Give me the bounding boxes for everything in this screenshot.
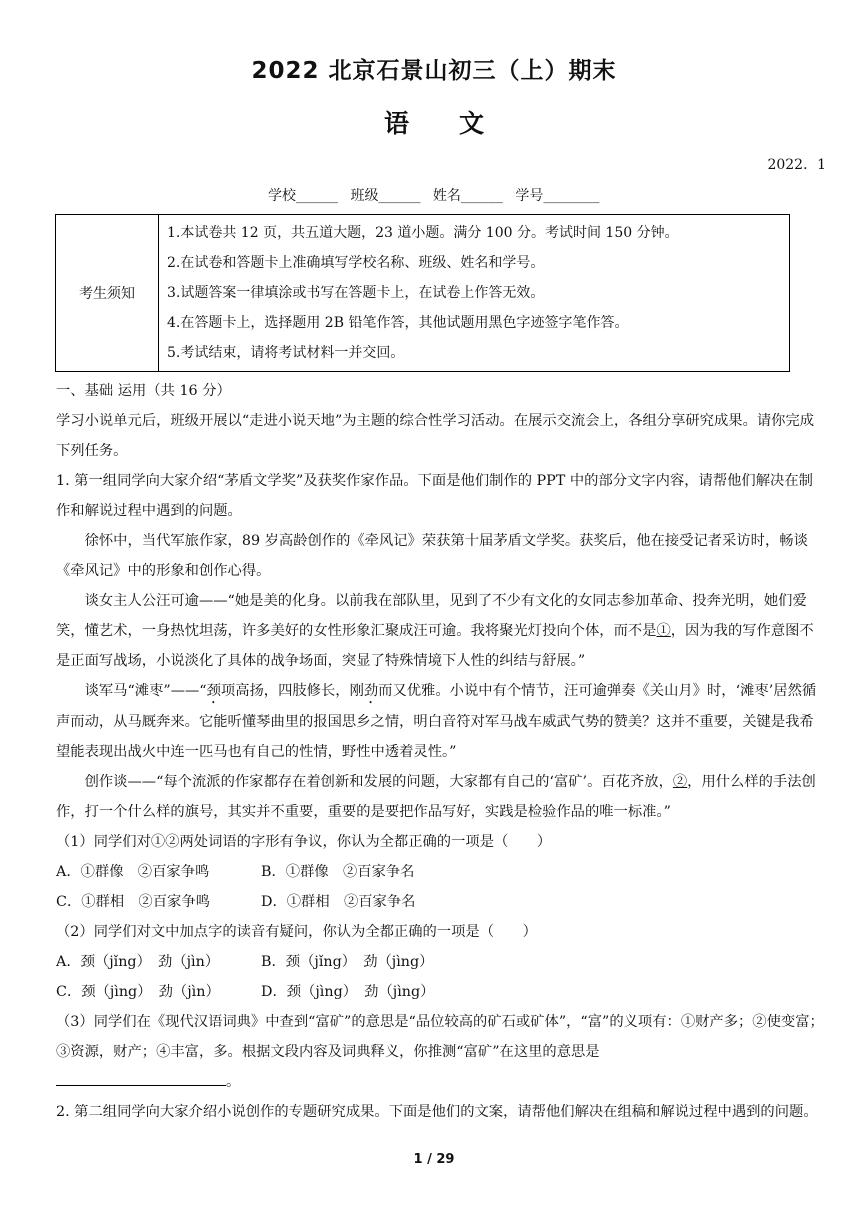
name-field[interactable]: 姓名______ bbox=[432, 188, 503, 204]
notice-item: 2.在试卷和答题卡上准确填写学校名称、班级、姓名和学号。 bbox=[167, 255, 545, 271]
notice-item: 5.考试结束，请将考试材料一并交回。 bbox=[167, 345, 405, 361]
passage-text: ，因为我的写作意图不是正面写战场，小说淡化了具体的战争场面，突显了特殊情境下人性的纠结与舒展。” bbox=[56, 623, 814, 669]
exam-date: 2022．1 bbox=[767, 157, 826, 173]
exam-notice-table bbox=[55, 214, 790, 372]
notice-item: 4.在答题卡上，选择题用 2B 铅笔作答，其他试题用黑色字迹签字笔作答。 bbox=[167, 315, 629, 331]
passage-paragraph-3 bbox=[56, 676, 824, 767]
dotted-char-2: 劲 bbox=[363, 683, 379, 699]
passage-text: 谈女主人公汪可逾——“她是美的化身。以前我在部队里，见到了不少有文化的女同志参加革命、投奔光明，她们爱笑，懂艺术，一身热忱坦荡，许多美好的女性形象汇聚成汪可逾。我将聚光灯投向个体，而不是 bbox=[56, 593, 807, 639]
option-a[interactable]: A．①群像 ②百家争鸣 bbox=[56, 864, 210, 880]
exam-content bbox=[56, 376, 824, 1127]
class-field[interactable]: 班级______ bbox=[350, 188, 421, 204]
passage-text: 项高扬，四肢修长，刚 bbox=[220, 683, 364, 699]
blank-1: ① bbox=[656, 623, 671, 639]
option-b[interactable]: B．①群像 ②百家争名 bbox=[261, 864, 415, 880]
passage-paragraph-1: 徐怀中，当代军旅作家，89 岁高龄创作的《牵风记》荣获第十届茅盾文学奖。获奖后，他在接受记者采访时，畅谈《牵风记》中的形象和创作心得。 bbox=[56, 533, 808, 579]
passage-paragraph-2 bbox=[56, 586, 824, 676]
sub-question-1: （1）同学们对①②两处词语的字形有争议，你认为全都正确的一项是（ ） bbox=[56, 834, 552, 850]
student-info-fields bbox=[268, 185, 607, 205]
passage-text: 而又优雅。小说中有个情节，汪可逾弹奏《关山月》时，‘滩枣’居然循声而动，从马厩奔来。它能听懂琴曲里的报国思乡之情，明白音符对军马战车威武气势的赞美？这并不重要，关键是我希望能表现出战火中连一匹马也有自己的性情，野性中透着灵性。” bbox=[56, 683, 817, 760]
passage-paragraph-4 bbox=[56, 767, 824, 827]
passage-text: 创作谈——“每个流派的作家都存在着创新和发展的问题，大家都有自己的‘富矿’。百花齐放， bbox=[84, 774, 673, 790]
option-c[interactable]: C．颈（jìng） 劲（jìn） bbox=[56, 984, 220, 1000]
option-b[interactable]: B．颈（jǐng） 劲（jìng） bbox=[261, 954, 434, 970]
passage-text: 谈军马“滩枣”——“ bbox=[84, 683, 207, 699]
sub-question-3: （3）同学们在《现代汉语词典》中查到“富矿”的意思是“品位较高的矿石或矿体”，“富”的义项有：①财产多；②使变富；③资源，财产；④丰富，多。根据文段内容及词典释义，你推测“富矿”在这里的意思是 bbox=[56, 1014, 824, 1060]
option-row bbox=[56, 887, 824, 917]
school-field[interactable]: 学校______ bbox=[268, 188, 338, 204]
section-intro: 学习小说单元后，班级开展以“走进小说天地”为主题的综合性学习活动。在展示交流会上，各组分享研究成果。请你完成下列任务。 bbox=[56, 413, 815, 459]
student-id-field[interactable]: 学号________ bbox=[515, 188, 600, 204]
option-row bbox=[56, 857, 824, 887]
dotted-char-1: 颈 bbox=[206, 683, 221, 699]
section-heading: 一、基础 运用（共 16 分） bbox=[56, 383, 231, 399]
period: 。 bbox=[226, 1074, 241, 1090]
notice-item: 1.本试卷共 12 页，共五道大题，23 道小题。满分 100 分。考试时间 150 分钟。 bbox=[167, 225, 679, 241]
option-row bbox=[56, 947, 824, 977]
notice-items bbox=[159, 215, 790, 372]
option-d[interactable]: D．①群相 ②百家争名 bbox=[261, 894, 416, 910]
notice-item: 3.试题答案一律填涂或书写在答题卡上，在试卷上作答无效。 bbox=[167, 285, 545, 301]
passage-text: ，用什么样的手法创作，打一个什么样的旗号，其实并不重要，重要的是要把作品写好，实践是检验作品的唯一标准。” bbox=[56, 774, 816, 820]
answer-line bbox=[56, 1067, 824, 1097]
option-d[interactable]: D．颈（jìng） 劲（jìng） bbox=[261, 984, 435, 1000]
exam-title: 2022 北京石景山初三（上）期末 bbox=[251, 58, 617, 84]
question-1: 1. 第一组同学向大家介绍“茅盾文学奖”及获奖作家作品。下面是他们制作的 PPT 中的部分文字内容，请帮他们解决在制作和解说过程中遇到的问题。 bbox=[56, 473, 813, 519]
sub-question-2: （2）同学们对文中加点字的读音有疑问，你认为全都正确的一项是（ ） bbox=[56, 924, 537, 940]
option-row bbox=[56, 977, 824, 1007]
option-a[interactable]: A．颈（jǐng） 劲（jìn） bbox=[56, 954, 220, 970]
option-c[interactable]: C．①群相 ②百家争鸣 bbox=[56, 894, 210, 910]
subject-title: 语 文 bbox=[383, 109, 484, 138]
page-number: 1 / 29 bbox=[413, 1152, 455, 1167]
answer-blank[interactable] bbox=[56, 1067, 226, 1086]
notice-label: 考生须知 bbox=[56, 215, 159, 372]
blank-2: ② bbox=[672, 774, 688, 790]
question-2: 2. 第二组同学向大家介绍小说创作的专题研究成果。下面是他们的文案，请帮他们解决在组稿和解说过程中遇到的问题。 bbox=[56, 1104, 818, 1120]
